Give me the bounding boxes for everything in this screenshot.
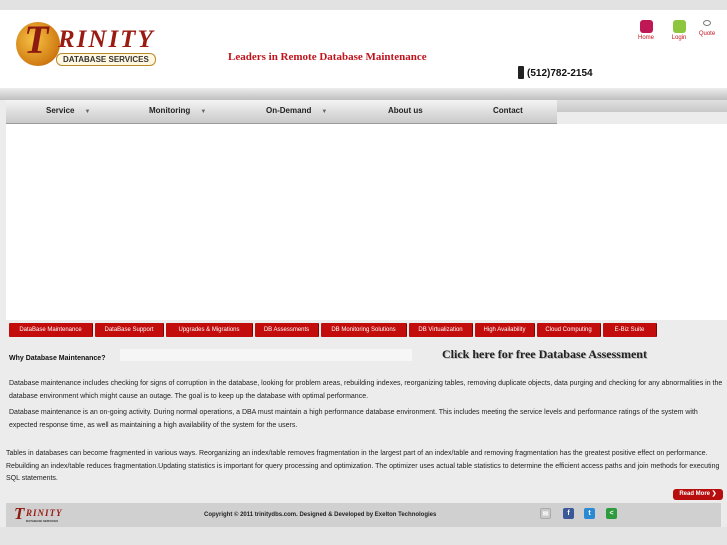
quote-link[interactable] [694,20,720,37]
copyright-text: Copyright © 2011 trinitydbs.com. Designed & Developed by Exelton Technologies [204,512,437,518]
quote-icon [703,20,711,26]
nav-item-about-us[interactable] [388,106,423,115]
main-nav [6,100,557,124]
home-label: Home [637,35,654,41]
footer-logo[interactable] [12,504,72,525]
share-icon[interactable]: < [606,508,617,519]
login-link[interactable] [666,20,692,41]
read-more-button[interactable]: Read More ❯ [673,489,723,500]
site-footer [6,503,721,527]
tab-db-assessments[interactable]: DB Assessments [255,323,319,337]
tab-upgrades-migrations[interactable]: Upgrades & Migrations [166,323,253,337]
chevron-down-icon: ▼ [84,109,91,115]
logo-subtitle: DATABASE SERVICES [56,53,156,66]
paragraph: Database maintenance is an on-going activity. During normal operations, a DBA must maintain a high performance database environment. This includes meeting the service levels and performance ratings of the system with expected response time, as well as maintaining a high availability of the system for the users. [9,409,698,429]
quote-label: Quote [698,31,716,37]
twitter-icon[interactable]: t [584,508,595,519]
logo-initial: T [24,17,49,62]
mail-icon[interactable]: ✉ [540,508,551,519]
footer-logo-word: RINITY [26,508,63,518]
nav-monitoring-label: Monitoring [149,106,191,115]
phone-text: (512)782-2154 [527,68,593,79]
paragraph: Tables in databases can become fragmented in various ways. Reorganizing an index/table removes fragmentation in the largest part of an index/table and removing fragmentation has the greatest positive effect on performance. Rebuilding an index/table reduces fragmentation.Updating statistics is important for query processing and optimization. The optimizer uses actual table statistics to determine the efficient access paths and join methods for executing SQL statements. [6,450,720,482]
tab-db-virtualization[interactable]: DB Virtualization [409,323,473,337]
nav-band [0,88,727,100]
tab-high-availability[interactable]: High Availability [475,323,535,337]
heading-rule [120,349,412,361]
phone-icon [518,66,524,79]
chevron-down-icon: ▼ [200,109,207,115]
top-stripe [0,0,727,10]
nav-contact-label: Contact [493,106,523,115]
bottom-stripe [0,527,727,545]
tab-db-monitoring-solutions[interactable]: DB Monitoring Solutions [321,323,407,337]
tab-cloud-computing[interactable]: Cloud Computing [537,323,601,337]
site-header [0,10,727,88]
footer-logo-subtitle: DATABASE SERVICES [26,519,59,523]
nav-on-demand-label: On-Demand [266,106,312,115]
banner-area [6,124,727,320]
nav-band-right [557,100,727,112]
login-label: Login [671,35,687,41]
nav-item-service[interactable] [46,106,90,115]
paragraph: Database maintenance includes checking for signs of corruption in the database, looking for problem areas, rebuilding indexes, reorganizing tables, removing duplicate objects, data purging and checking for any abnormalities in the database environment which might cause an outage. The goal is to keep up the database with optimal performance. [9,380,723,400]
nav-item-monitoring[interactable] [149,106,206,115]
facebook-icon[interactable]: f [563,508,574,519]
logo-word: RINITY [58,26,155,53]
nav-item-contact[interactable] [493,106,523,115]
chevron-down-icon: ▼ [321,109,328,115]
home-link[interactable] [633,20,659,41]
tab-database-support[interactable]: DataBase Support [95,323,164,337]
section-heading: Why Database Maintenance? [9,355,106,362]
tab-database-maintenance[interactable]: DataBase Maintenance [9,323,93,337]
tagline: Leaders in Remote Database Maintenance [228,51,427,63]
phone-number [518,66,593,79]
nav-item-on-demand[interactable] [266,106,327,115]
home-icon [640,20,653,33]
free-assessment-link[interactable]: Click here for free Database Assessment [442,347,647,361]
footer-logo-initial: T [14,504,25,523]
nav-service-label: Service [46,106,75,115]
login-icon [673,20,686,33]
tab-e-biz-suite[interactable]: E-Biz Suite [603,323,657,337]
top-links [636,20,720,54]
trinity-logo[interactable] [16,18,156,70]
nav-about-label: About us [388,106,423,115]
